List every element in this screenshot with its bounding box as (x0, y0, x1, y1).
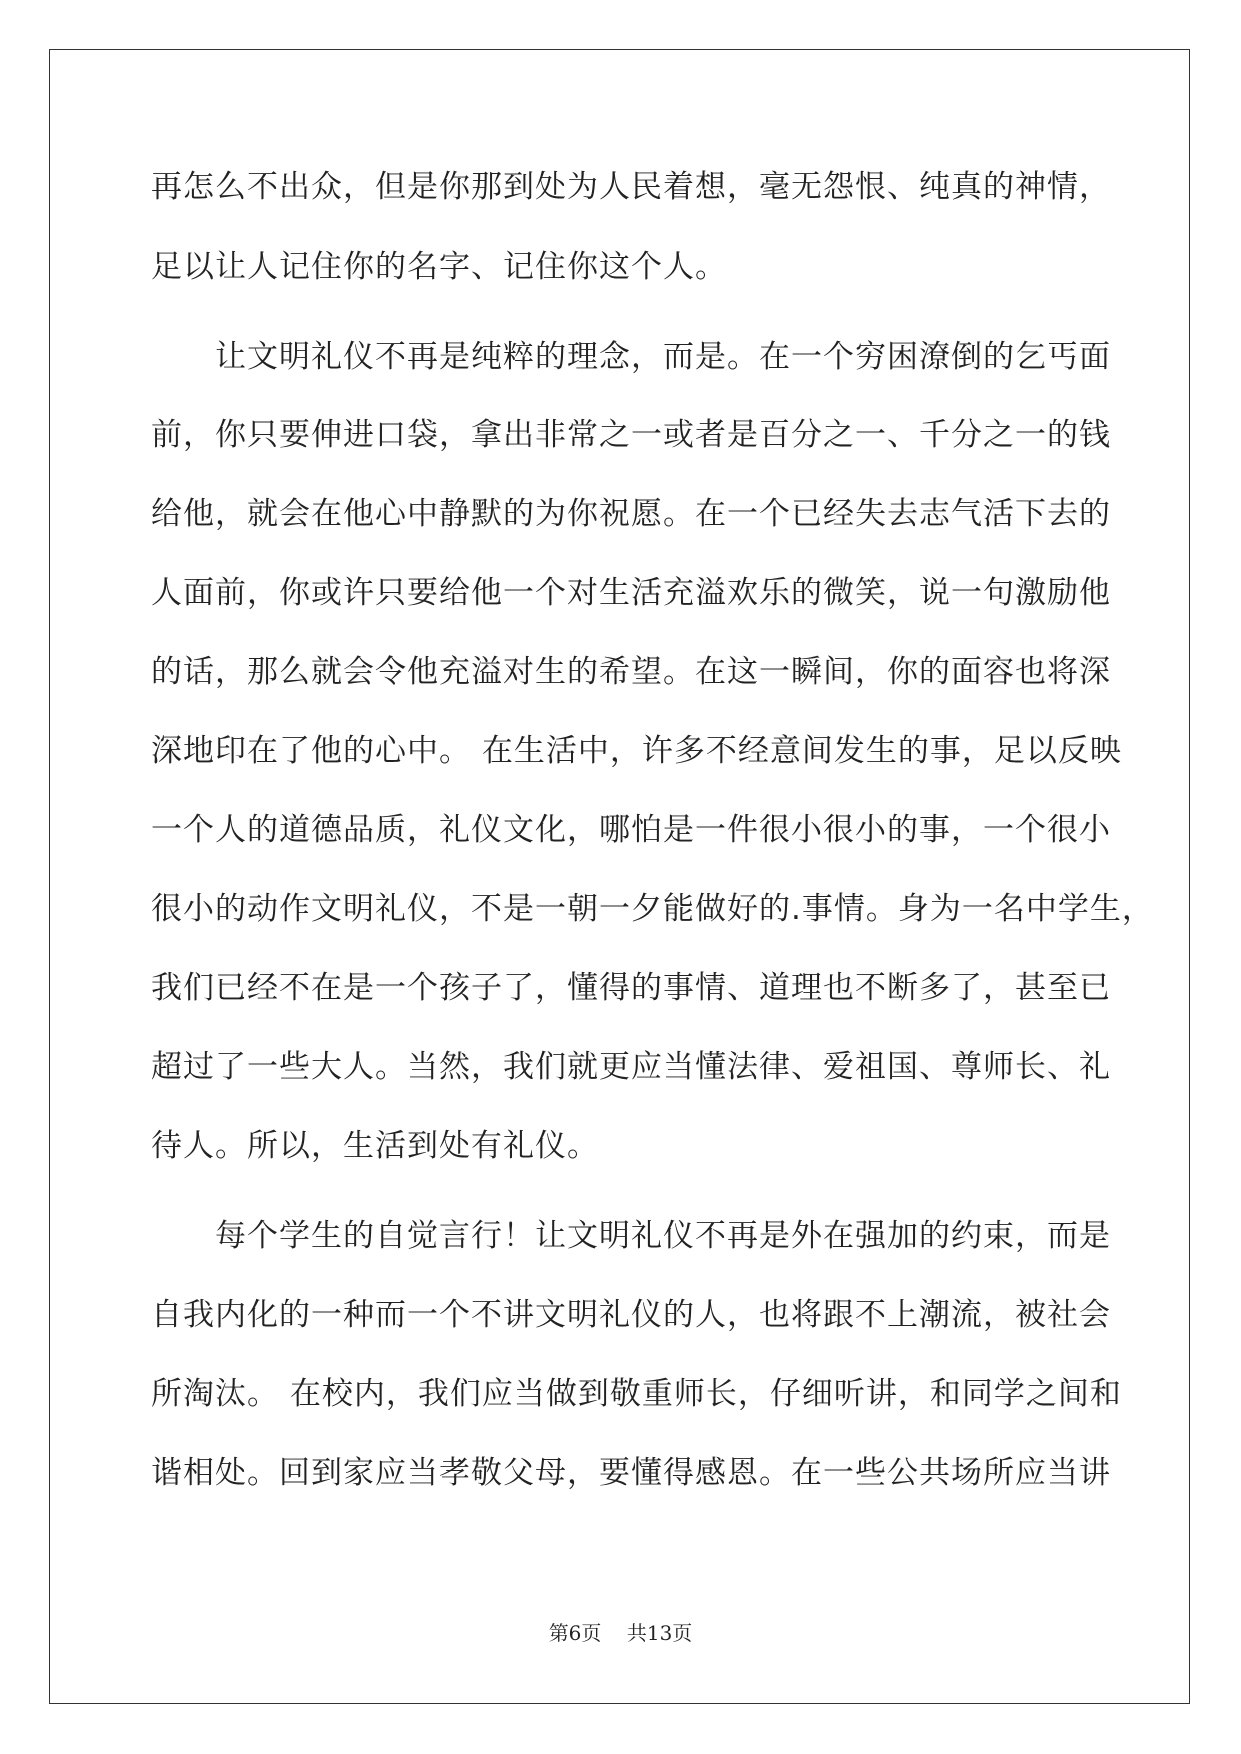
text-line: 给他，就会在他心中静默的为你祝愿。在一个已经失去志气活下去的 (151, 496, 1111, 532)
text-line: 深地印在了他的心中。 在生活中，许多不经意间发生的事，足以反映 (151, 733, 1122, 769)
text-line: 谐相处。回到家应当孝敬父母，要懂得感恩。在一些公共场所应当讲 (151, 1455, 1111, 1491)
page-number: 第6页 (548, 1621, 602, 1645)
text-line: 足以让人记住你的名字、记住你这个人。 (151, 249, 727, 285)
text-line: 我们已经不在是一个孩子了，懂得的事情、道理也不断多了，甚至已 (151, 970, 1111, 1006)
text-line: 待人。所以，生活到处有礼仪。 (151, 1128, 599, 1164)
text-line: 前，你只要伸进口袋，拿出非常之一或者是百分之一、千分之一的钱 (151, 417, 1111, 453)
page-total: 共13页 (626, 1621, 693, 1645)
text-line: 的话，那么就会令他充溢对生的希望。在这一瞬间，你的面容也将深 (151, 654, 1111, 690)
text-line: 一个人的道德品质，礼仪文化，哪怕是一件很小很小的事，一个很小 (151, 812, 1111, 848)
text-line: 自我内化的一种而一个不讲文明礼仪的人，也将跟不上潮流，被社会 (151, 1297, 1111, 1333)
text-line: 人面前，你或许只要给他一个对生活充溢欢乐的微笑，说一句激励他 (151, 575, 1111, 611)
text-line: 很小的动作文明礼仪，不是一朝一夕能做好的.事情。身为一名中学生， (151, 891, 1154, 927)
text-line: 每个学生的自觉言行！让文明礼仪不再是外在强加的约束，而是 (215, 1218, 1111, 1254)
page-footer (0, 1618, 1241, 1648)
text-line: 超过了一些大人。当然，我们就更应当懂法律、爱祖国、尊师长、礼 (151, 1049, 1111, 1085)
text-line: 再怎么不出众，但是你那到处为人民着想，毫无怨恨、纯真的神情， (151, 169, 1111, 205)
text-line: 所淘汰。 在校内，我们应当做到敬重师长，仔细听讲，和同学之间和 (151, 1376, 1122, 1412)
text-line: 让文明礼仪不再是纯粹的理念，而是。在一个穷困潦倒的乞丐面 (215, 339, 1111, 375)
